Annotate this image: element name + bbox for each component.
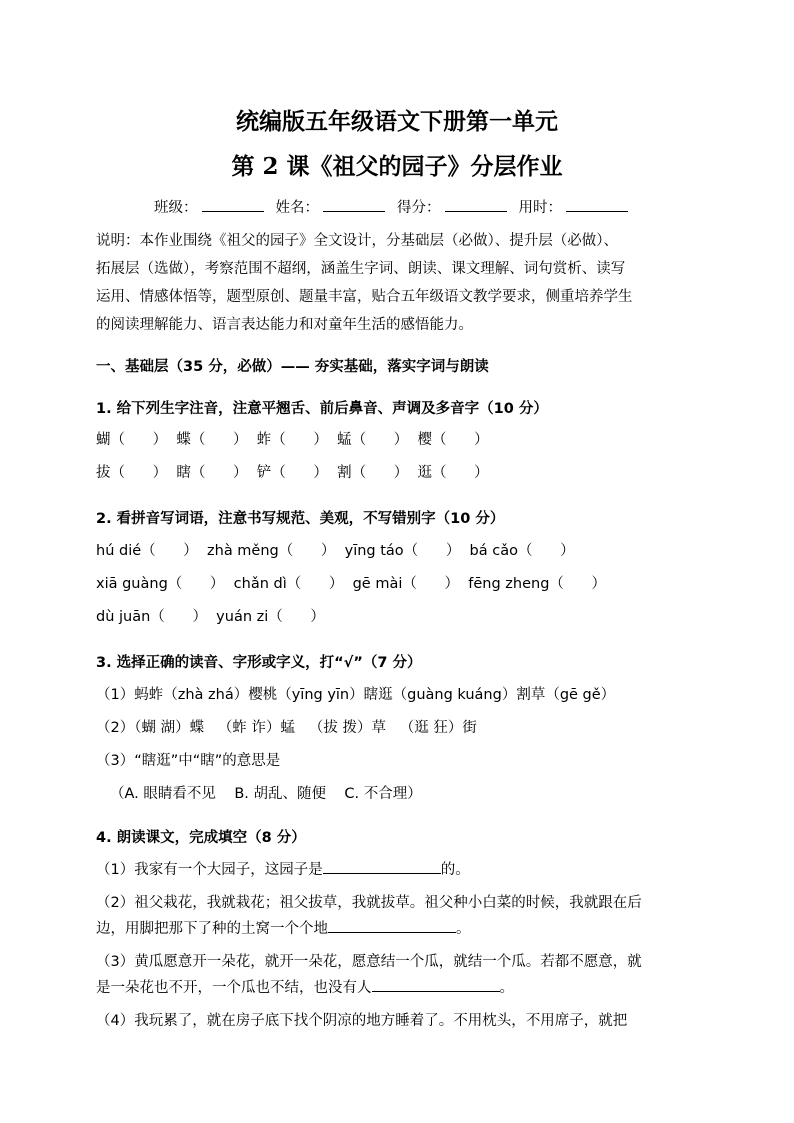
time-blank[interactable] bbox=[566, 197, 628, 212]
question-2-row-1: hú dié（ ） zhà měng（ ） yīng táo（ ） bá cǎo（ ） bbox=[96, 543, 575, 559]
worksheet-title: 统编版五年级语文下册第一单元 bbox=[236, 108, 558, 135]
lesson-title: 第 2 课《祖父的园子》分层作业 bbox=[231, 153, 563, 180]
question-3-row-3: （3）“瞎逛”中“瞎”的意思是 bbox=[96, 753, 281, 769]
question-4-item-4-line-1: （4）我玩累了，就在房子底下找个阴凉的地方睡着了。不用枕头，不用席子，就把 bbox=[96, 1013, 628, 1029]
question-4-item-2-line-1: （2）祖父栽花，我就栽花；祖父拔草，我就拔草。祖父种小白菜的时候，我就跟在后 bbox=[96, 895, 642, 911]
item-2-end: 。 bbox=[456, 921, 471, 937]
question-4-item-2-line-2 bbox=[96, 917, 471, 938]
item-1-text: （1）我家有一个大园子，这园子是 bbox=[96, 862, 323, 878]
student-info-line bbox=[0, 196, 794, 217]
question-3-title: 3. 选择正确的读音、字形或字义，打“√”（7 分） bbox=[96, 655, 422, 671]
question-3-row-1: （1）蚂蚱（zhà zhá）樱桃（yīng yīn）瞎逛（guàng kuáng）割草（gē gě） bbox=[96, 687, 616, 703]
time-label: 用时： bbox=[518, 200, 562, 216]
section-heading-basic: 一、基础层（35 分，必做）—— 夯实基础，落实字词与朗读 bbox=[96, 359, 489, 375]
class-label: 班级： bbox=[154, 200, 198, 216]
question-2-row-2: xiā guàng（ ） chǎn dì（ ） gē mài（ ） fēng zheng（ ） bbox=[96, 576, 607, 592]
name-label: 姓名： bbox=[275, 200, 319, 216]
fill-blank[interactable] bbox=[372, 977, 500, 992]
fill-blank[interactable] bbox=[323, 859, 441, 874]
intro-line-3: 运用、情感体悟等，题型原创、题量丰富，贴合五年级语文教学要求，侧重培养学生 bbox=[96, 289, 633, 305]
item-2-text: 边，用脚把那下了种的土窝一个个地 bbox=[96, 921, 328, 937]
question-1-row-1: 蝴（ ） 蝶（ ） 蚱（ ） 蜢（ ） 樱（ ） bbox=[96, 432, 489, 448]
item-3-end: 。 bbox=[499, 980, 514, 996]
question-4-item-3-line-1: （3）黄瓜愿意开一朵花，就开一朵花，愿意结一个瓜，就结一个瓜。若都不愿意，就 bbox=[96, 954, 642, 970]
item-3-text: 是一朵花也不开，一个瓜也不结，也没有人 bbox=[96, 980, 372, 996]
intro-line-1: 说明：本作业围绕《祖父的园子》全文设计，分基础层（必做）、提升层（必做）、 bbox=[96, 233, 618, 249]
intro-line-2: 拓展层（选做），考察范围不超纲，涵盖生字词、朗读、课文理解、词句赏析、读写 bbox=[96, 261, 626, 277]
question-4-item-1 bbox=[96, 858, 470, 879]
score-blank[interactable] bbox=[445, 197, 507, 212]
name-blank[interactable] bbox=[323, 197, 385, 212]
question-1-title: 1. 给下列生字注音，注意平翘舌、前后鼻音、声调及多音字（10 分） bbox=[96, 401, 548, 417]
item-1-end: 的。 bbox=[440, 862, 470, 878]
question-4-item-3-line-2 bbox=[96, 976, 514, 997]
score-label: 得分： bbox=[397, 200, 441, 216]
question-2-row-3: dù juān（ ） yuán zi（ ） bbox=[96, 609, 325, 625]
intro-line-4: 的阅读理解能力、语言表达能力和对童年生活的感悟能力。 bbox=[96, 317, 473, 333]
question-1-row-2: 拔（ ） 瞎（ ） 铲（ ） 割（ ） 逛（ ） bbox=[96, 465, 489, 481]
question-2-title: 2. 看拼音写词语，注意书写规范、美观，不写错别字（10 分） bbox=[96, 511, 505, 527]
question-3-options: （A. 眼睛看不见 B. 胡乱、随便 C. 不合理） bbox=[110, 786, 422, 802]
fill-blank[interactable] bbox=[328, 918, 456, 933]
class-blank[interactable] bbox=[202, 197, 264, 212]
question-4-title: 4. 朗读课文，完成填空（8 分） bbox=[96, 830, 306, 846]
question-3-row-2: （2）（蝴 湖）蝶 （蚱 诈）蜢 （拔 拨）草 （逛 狂）街 bbox=[96, 720, 477, 736]
